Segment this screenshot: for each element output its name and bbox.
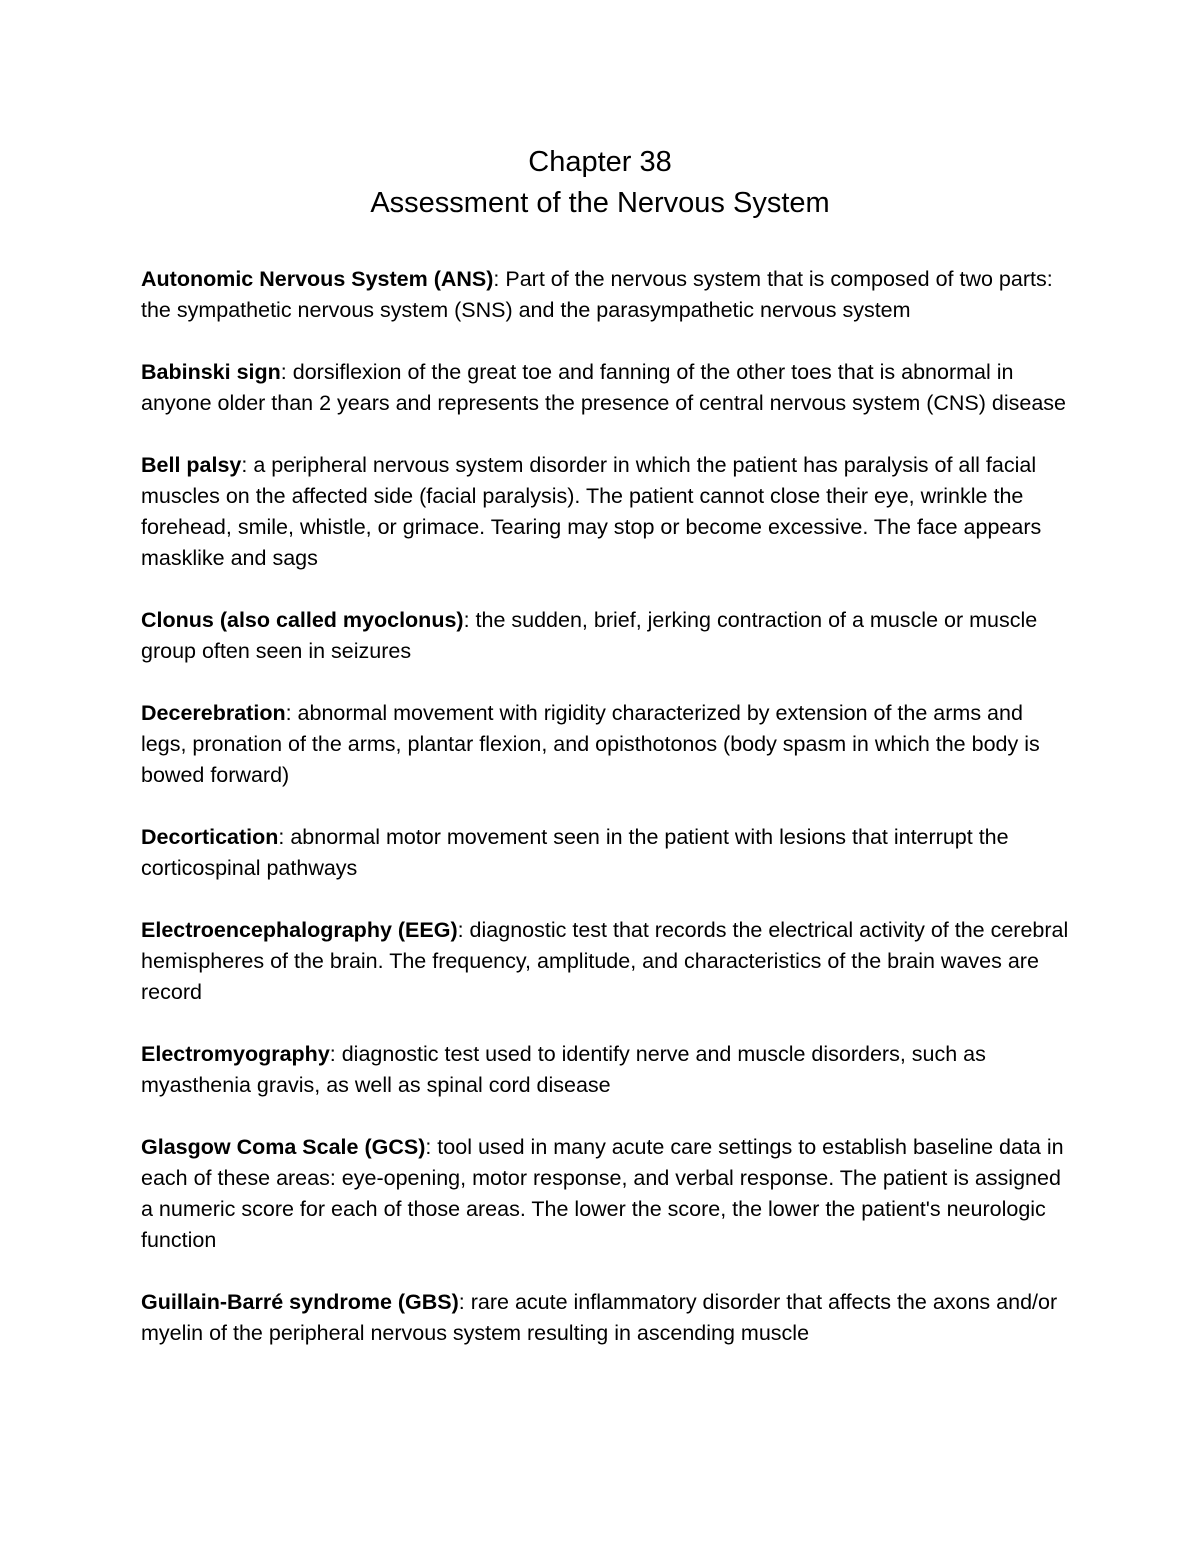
glossary-term: Babinski sign (141, 360, 281, 384)
glossary-definition: : the sudden, brief, jerking contraction of a muscle or muscle group often seen in seizures (141, 608, 1038, 663)
glossary-entry-babinski-sign (141, 357, 1071, 419)
chapter-label: Chapter 38 (528, 146, 672, 178)
glossary-term: Clonus (also called myoclonus) (141, 608, 464, 632)
glossary-entry-decortication (141, 822, 1071, 884)
glossary-term: Electroencephalography (EEG) (141, 918, 458, 942)
document-title: Assessment of the Nervous System (370, 187, 830, 219)
glossary-entry-bell-palsy (141, 450, 1071, 574)
glossary-definition: : diagnostic test used to identify nerve and muscle disorders, such as myasthenia gravis, as well as spinal cord disease (141, 1042, 986, 1097)
glossary-entry-gcs (141, 1132, 1071, 1256)
document-header (0, 142, 1200, 224)
glossary-entry-gbs (141, 1287, 1071, 1349)
glossary-definition: : a peripheral nervous system disorder in which the patient has paralysis of all facial muscles on the affected side (facial paralysis). The patient cannot close their eye, wrinkle the forehead, smile, whistle, or grimace. Tearing may stop or become excessive. The face appears masklike and sags (141, 453, 1042, 570)
glossary-entry-clonus (141, 605, 1071, 667)
glossary-term: Bell palsy (141, 453, 242, 477)
glossary-definition: : diagnostic test that records the electrical activity of the cerebral hemispheres of the brain. The frequency, amplitude, and characteristics of the brain waves are record (141, 918, 1069, 1004)
glossary-definition: : rare acute inflammatory disorder that affects the axons and/or myelin of the peripheral nervous system resulting in ascending muscle (141, 1290, 1058, 1345)
glossary-entry-electromyography (141, 1039, 1071, 1101)
glossary-term: Decortication (141, 825, 279, 849)
glossary-definition: : abnormal movement with rigidity characterized by extension of the arms and legs, pronation of the arms, plantar flexion, and opisthotonos (body spasm in which the body is bowed forward) (141, 701, 1040, 787)
glossary-term: Glasgow Coma Scale (GCS) (141, 1135, 426, 1159)
glossary-definition: : abnormal motor movement seen in the patient with lesions that interrupt the corticospinal pathways (141, 825, 1009, 880)
glossary-term: Guillain-Barré syndrome (GBS) (141, 1290, 459, 1314)
glossary-definition: : Part of the nervous system that is composed of two parts: the sympathetic nervous system (SNS) and the parasympathetic nervous system (141, 267, 1053, 322)
glossary-definition: : tool used in many acute care settings to establish baseline data in each of these areas: eye-opening, motor response, and verbal response. The patient is assigned a numeric score for each of those areas. The lower the score, the lower the patient's neurologic function (141, 1135, 1064, 1252)
glossary-list (141, 264, 1071, 1380)
glossary-term: Autonomic Nervous System (ANS) (141, 267, 494, 291)
glossary-entry-decerebration (141, 698, 1071, 791)
glossary-term: Electromyography (141, 1042, 330, 1066)
glossary-entry-eeg (141, 915, 1071, 1008)
glossary-term: Decerebration (141, 701, 286, 725)
glossary-entry-ans (141, 264, 1071, 326)
glossary-definition: : dorsiflexion of the great toe and fanning of the other toes that is abnormal in anyone older than 2 years and represents the presence of central nervous system (CNS) disease (141, 360, 1066, 415)
